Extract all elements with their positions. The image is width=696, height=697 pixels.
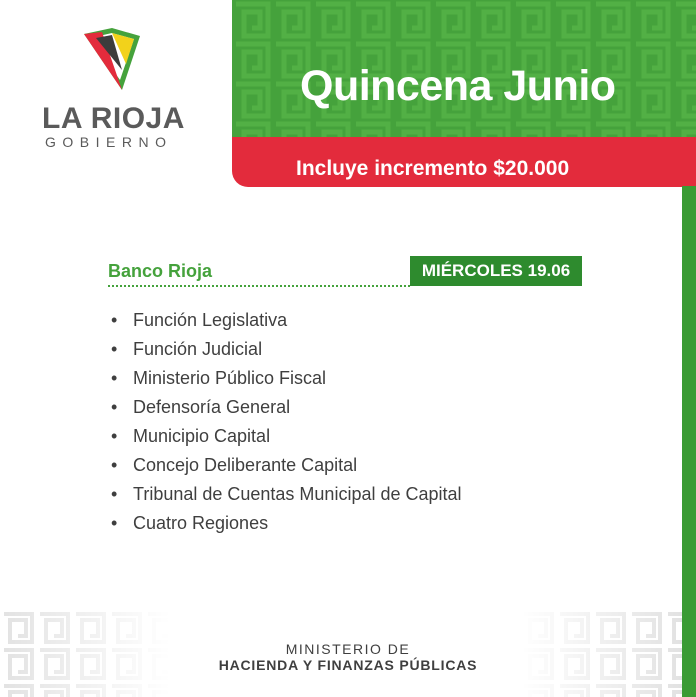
right-green-strip <box>682 186 696 697</box>
bullet-icon: • <box>111 513 118 533</box>
government-logo <box>40 26 210 156</box>
list-item: • Concejo Deliberante Capital <box>108 451 462 480</box>
page-subtitle: Incluye incremento $20.000 <box>296 157 570 180</box>
dotted-divider <box>108 285 410 287</box>
bullet-icon: • <box>111 368 118 388</box>
bullet-icon: • <box>111 310 118 330</box>
bullet-icon: • <box>111 484 118 504</box>
page-title: Quincena Junio <box>300 62 616 110</box>
bank-name: Banco Rioja <box>108 261 213 281</box>
list-item: • Municipio Capital <box>108 422 462 451</box>
bullet-icon: • <box>111 455 118 475</box>
payment-date-badge: MIÉRCOLES 19.06 <box>410 256 582 286</box>
la-rioja-logo-icon <box>82 26 142 92</box>
bullet-icon: • <box>111 426 118 446</box>
list-item: • Función Legislativa <box>108 306 462 335</box>
list-item: • Defensoría General <box>108 393 462 422</box>
list-item: • Función Judicial <box>108 335 462 364</box>
bullet-icon: • <box>111 397 118 417</box>
list-item: • Tribunal de Cuentas Municipal de Capital <box>108 480 462 509</box>
ministry-name: HACIENDA Y FINANZAS PÚBLICAS <box>218 657 478 673</box>
logo-subtext: GOBIERNO <box>45 134 173 150</box>
list-item: • Ministerio Público Fiscal <box>108 364 462 393</box>
bullet-icon: • <box>111 339 118 359</box>
logo-wordmark: LA RIOJA <box>42 102 185 135</box>
beneficiaries-list <box>108 306 462 538</box>
list-item: • Cuatro Regiones <box>108 509 462 538</box>
ministry-label: MINISTERIO DE <box>285 641 411 657</box>
